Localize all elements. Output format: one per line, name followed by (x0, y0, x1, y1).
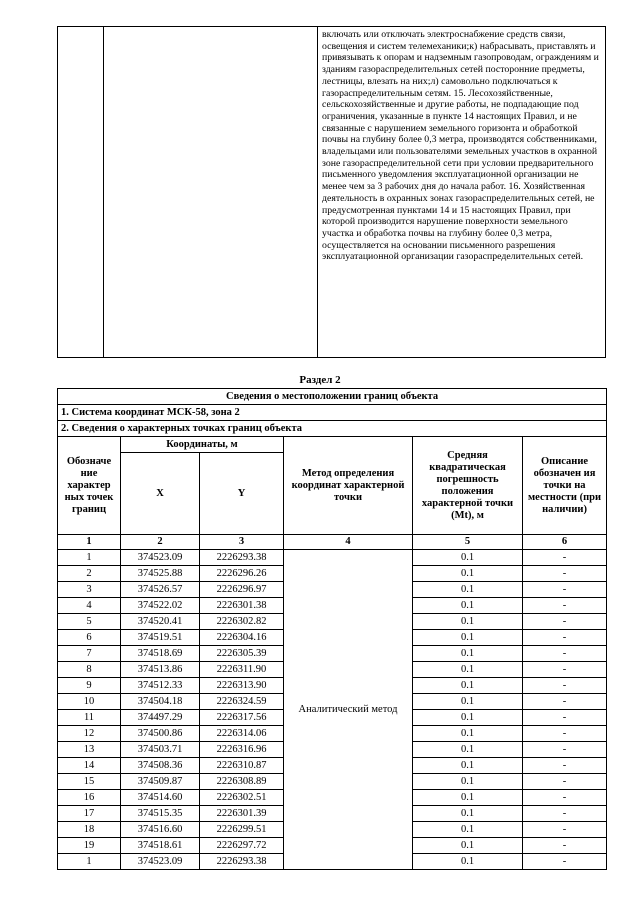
column-number: 4 (284, 535, 413, 550)
section-title: Раздел 2 (299, 374, 341, 386)
table-row (58, 27, 606, 358)
coordinate-y: 2226301.39 (200, 806, 284, 822)
header-point: Обозначе ние характер ных точек границ (58, 437, 121, 535)
coordinate-y: 2226302.51 (200, 790, 284, 806)
coordinate-y: 2226317.56 (200, 710, 284, 726)
point-description: - (523, 662, 607, 678)
coordinate-x: 374508.36 (121, 758, 200, 774)
accuracy-value: 0.1 (413, 630, 523, 646)
coordinate-x: 374500.86 (121, 726, 200, 742)
accuracy-value: 0.1 (413, 550, 523, 566)
point-number: 14 (58, 758, 121, 774)
coordinate-y: 2226314.06 (200, 726, 284, 742)
coordinate-x: 374503.71 (121, 742, 200, 758)
accuracy-value: 0.1 (413, 726, 523, 742)
point-description: - (523, 710, 607, 726)
point-description: - (523, 806, 607, 822)
coordinate-x: 374516.60 (121, 822, 200, 838)
point-number: 12 (58, 726, 121, 742)
point-description: - (523, 694, 607, 710)
column-number: 1 (58, 535, 121, 550)
accuracy-value: 0.1 (413, 710, 523, 726)
point-number: 15 (58, 774, 121, 790)
point-number: 2 (58, 566, 121, 582)
header-x: X (121, 453, 200, 535)
coordinate-y: 2226324.59 (200, 694, 284, 710)
coordinate-y: 2226293.38 (200, 550, 284, 566)
accuracy-value: 0.1 (413, 742, 523, 758)
accuracy-value: 0.1 (413, 774, 523, 790)
point-number: 5 (58, 614, 121, 630)
coordinate-x: 374519.51 (121, 630, 200, 646)
point-description: - (523, 774, 607, 790)
point-description: - (523, 758, 607, 774)
point-description: - (523, 614, 607, 630)
point-description: - (523, 726, 607, 742)
coordinate-y: 2226302.82 (200, 614, 284, 630)
coordinate-x: 374523.09 (121, 550, 200, 566)
point-number: 16 (58, 790, 121, 806)
points-body (58, 550, 607, 870)
coordinate-y: 2226299.51 (200, 822, 284, 838)
accuracy-value: 0.1 (413, 566, 523, 582)
header-description: Описание обозначен ия точки на местности (при наличии) (523, 437, 607, 535)
point-number: 8 (58, 662, 121, 678)
empty-cell (104, 27, 318, 358)
coordinate-x: 374518.69 (121, 646, 200, 662)
coordinate-y: 2226296.26 (200, 566, 284, 582)
points-heading: 2. Сведения о характерных точках границ объекта (58, 421, 607, 437)
accuracy-value: 0.1 (413, 614, 523, 630)
point-number: 4 (58, 598, 121, 614)
restrictions-text: включать или отключать электроснабжение средств связи, освещения и систем телемеханики;к) набрасывать, приставлять и привязывать к опорам и надземным газопроводам, ограждениям и зданиям газораспределительных сетей посторонние предметы, лестницы, влезать на них;л) самовольно подключаться к газораспределительным сетям. 15. Лесохозяйственные, сельскохозяйственные и другие работы, не подпадающие под ограничения, указанные в пункте 14 настоящих Правил, и не связанные с нарушением земельного горизонта и обработкой почвы на глубину более 0,3 метра, производятся собственниками, владельцами или пользователями земельных участков в охранной зоне газораспределительной сети при условии предварительного письменного уведомления эксплуатационной организации не менее чем за 3 рабочих дня до начала работ. 16. Хозяйственная деятельность в охранных зонах газораспределительных сетей, не предусмотренная пунктами 14 и 15 настоящих Правил, при которой производится нарушение поверхности земельного участка и обработка почвы на глубину более 0,3 метра, осуществляется на основании письменного разрешения эксплуатационной организации газораспределительных сетей. (318, 27, 606, 358)
coordinate-y: 2226313.90 (200, 678, 284, 694)
accuracy-value: 0.1 (413, 854, 523, 870)
point-number: 19 (58, 838, 121, 854)
coordinate-y: 2226310.87 (200, 758, 284, 774)
coordinate-system-heading: 1. Система координат МСК-58, зона 2 (58, 405, 607, 421)
point-number: 10 (58, 694, 121, 710)
point-description: - (523, 822, 607, 838)
column-number: 6 (523, 535, 607, 550)
point-description: - (523, 838, 607, 854)
point-number: 13 (58, 742, 121, 758)
point-description: - (523, 678, 607, 694)
header-coordinates: Координаты, м (121, 437, 284, 453)
column-number: 3 (200, 535, 284, 550)
coordinate-y: 2226296.97 (200, 582, 284, 598)
point-number: 1 (58, 854, 121, 870)
coordinate-y: 2226311.90 (200, 662, 284, 678)
section-banner: Сведения о местоположении границ объекта (58, 389, 607, 405)
coordinate-x: 374525.88 (121, 566, 200, 582)
point-description: - (523, 582, 607, 598)
point-number: 17 (58, 806, 121, 822)
restrictions-continuation-table (57, 26, 606, 358)
point-description: - (523, 550, 607, 566)
point-number: 1 (58, 550, 121, 566)
coordinate-x: 374513.86 (121, 662, 200, 678)
point-description: - (523, 790, 607, 806)
coordinate-y: 2226297.72 (200, 838, 284, 854)
table-row (58, 550, 607, 566)
coordinate-y: 2226304.16 (200, 630, 284, 646)
accuracy-value: 0.1 (413, 694, 523, 710)
method-cell: Аналитический метод (284, 550, 413, 870)
point-description: - (523, 854, 607, 870)
header-accuracy: Средняя квадратическая погрешность положения характерной точки (Mt), м (413, 437, 523, 535)
coordinate-x: 374497.29 (121, 710, 200, 726)
coordinate-x: 374523.09 (121, 854, 200, 870)
accuracy-value: 0.1 (413, 662, 523, 678)
accuracy-value: 0.1 (413, 806, 523, 822)
coordinate-x: 374515.35 (121, 806, 200, 822)
accuracy-value: 0.1 (413, 598, 523, 614)
accuracy-value: 0.1 (413, 838, 523, 854)
coordinate-y: 2226301.38 (200, 598, 284, 614)
point-number: 11 (58, 710, 121, 726)
coordinate-x: 374522.02 (121, 598, 200, 614)
coordinate-x: 374509.87 (121, 774, 200, 790)
point-description: - (523, 598, 607, 614)
accuracy-value: 0.1 (413, 678, 523, 694)
header-y: Y (200, 453, 284, 535)
coordinate-x: 374518.61 (121, 838, 200, 854)
coordinate-x: 374514.60 (121, 790, 200, 806)
point-number: 9 (58, 678, 121, 694)
coordinate-y: 2226316.96 (200, 742, 284, 758)
accuracy-value: 0.1 (413, 582, 523, 598)
accuracy-value: 0.1 (413, 758, 523, 774)
header-method: Метод определения координат характерной точки (284, 437, 413, 535)
accuracy-value: 0.1 (413, 646, 523, 662)
coordinate-x: 374520.41 (121, 614, 200, 630)
point-description: - (523, 742, 607, 758)
accuracy-value: 0.1 (413, 790, 523, 806)
coordinate-x: 374512.33 (121, 678, 200, 694)
point-description: - (523, 630, 607, 646)
point-number: 3 (58, 582, 121, 598)
point-number: 6 (58, 630, 121, 646)
point-description: - (523, 566, 607, 582)
empty-cell (58, 27, 104, 358)
coordinate-x: 374526.57 (121, 582, 200, 598)
coordinate-y: 2226293.38 (200, 854, 284, 870)
boundary-points-table (57, 388, 607, 870)
coordinate-y: 2226305.39 (200, 646, 284, 662)
column-number: 2 (121, 535, 200, 550)
column-number: 5 (413, 535, 523, 550)
point-number: 7 (58, 646, 121, 662)
point-description: - (523, 646, 607, 662)
accuracy-value: 0.1 (413, 822, 523, 838)
point-number: 18 (58, 822, 121, 838)
coordinate-x: 374504.18 (121, 694, 200, 710)
coordinate-y: 2226308.89 (200, 774, 284, 790)
